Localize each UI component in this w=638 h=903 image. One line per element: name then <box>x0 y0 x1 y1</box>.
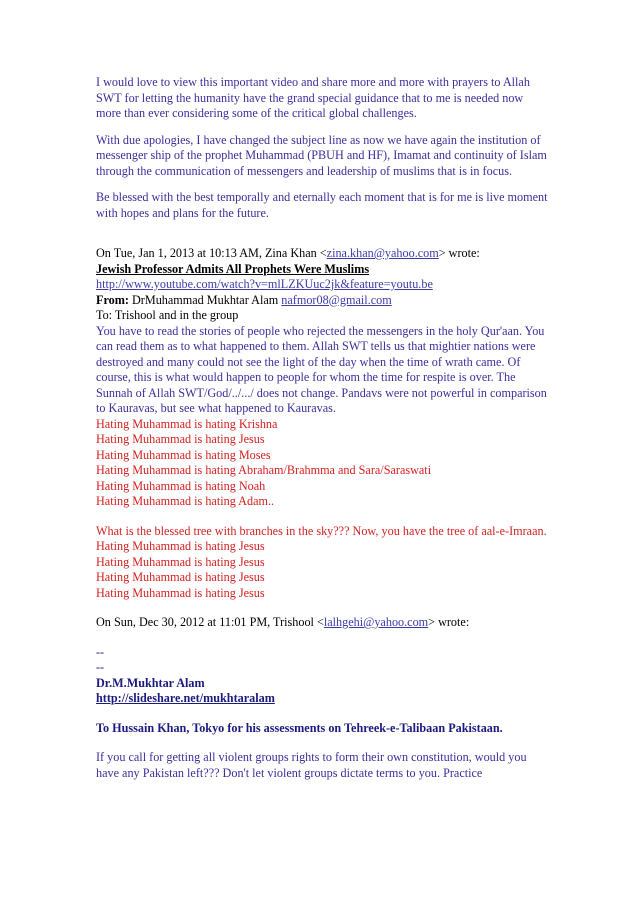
quote-header-prefix: On Sun, Dec 30, 2012 at 11:01 PM, Trishool < <box>96 615 324 629</box>
list-item: Hating Muhammad is hating Krishna <box>96 416 278 431</box>
hating-list-2 <box>96 539 548 601</box>
sender-email-link[interactable]: zina.khan@yahoo.com <box>326 246 439 260</box>
signature-link[interactable]: http://slideshare.net/mukhtaralam <box>96 691 275 705</box>
list-item: Hating Muhammad is hating Jesus <box>96 432 265 446</box>
tree-question: What is the blessed tree with branches in the sky??? Now, you have the tree of aal-e-Imraan. <box>96 523 547 538</box>
intro-paragraph-2: With due apologies, I have changed the subject line as now we have again the institution of messenger ship of the prophet Muhammad (PBUH and HF), Imamat and continuity of Islam through the communication of messengers and leadership of muslims that is in focus. <box>96 132 547 178</box>
signature-name: Dr.M.Mukhtar Alam <box>96 675 205 690</box>
closing-body: If you call for getting all violent groups rights to form their own constitution, would you have any Pakistan left??? Don't let violent groups dictate terms to you. Practice <box>96 750 527 780</box>
intro-paragraph-3: Be blessed with the best temporally and eternally each moment that is for me is live moment with hopes and plans for the future. <box>96 190 548 220</box>
list-item: Hating Muhammad is hating Jesus <box>96 554 265 569</box>
from-line <box>96 293 548 309</box>
list-item: Hating Muhammad is hating Jesus <box>96 539 265 553</box>
quote-header-1 <box>96 246 548 262</box>
list-item: Hating Muhammad is hating Jesus <box>96 585 265 600</box>
intro-paragraph-1: I would love to view this important video and share more and more with prayers to Allah SWT for letting the humanity have the grand special guidance that to me is needed now more than ever considering some of the critical global challenges. <box>96 75 530 120</box>
from-name: DrMuhammad Mukhtar Alam <box>128 292 282 307</box>
trishool-email-link[interactable]: lalhgehi@yahoo.com <box>323 615 429 629</box>
hating-list-1 <box>96 417 548 510</box>
video-link[interactable]: http://www.youtube.com/watch?v=mlLZKUuc2jk&feature=youtu.be <box>96 277 433 291</box>
quoted-body: You have to read the stories of people who rejected the messengers in the holy Qur'aan. You can read them as to what happened to them. Allah SWT tells us that mightier nations were destroyed and many could not see the light of the day when the time of wrath came. Of course, this is what would happen to people for whom the time for respite is over. The Sunnah of Allah SWT/God/../.../ does not change. Pandavs were not powerful in comparison to Kauravas, but see what happened to Kauravas. <box>96 323 547 415</box>
list-item: Hating Muhammad is hating Jesus <box>96 570 265 584</box>
from-label: From: <box>96 292 129 307</box>
closing-heading: To Hussain Khan, Tokyo for his assessments on Tehreek-e-Talibaan Pakistaan. <box>96 720 503 735</box>
from-email-link[interactable]: nafmor08@gmail.com <box>281 292 392 307</box>
list-item: Hating Muhammad is hating Noah <box>96 478 266 493</box>
quote-header-prefix: On Tue, Jan 1, 2013 at 10:13 AM, Zina Khan < <box>96 246 327 260</box>
quote-header-suffix: > wrote: <box>428 615 470 629</box>
signature-separator-1: -- <box>96 644 105 659</box>
quote-header-2 <box>96 615 548 631</box>
signature-separator-2: -- <box>96 660 105 674</box>
list-item: Hating Muhammad is hating Adam.. <box>96 494 275 508</box>
message-subject[interactable]: Jewish Professor Admits All Prophets Were Muslims <box>96 261 370 276</box>
list-item: Hating Muhammad is hating Moses <box>96 447 271 462</box>
to-line: To: Trishool and in the group <box>96 308 239 322</box>
list-item: Hating Muhammad is hating Abraham/Brahmma and Sara/Saraswati <box>96 463 432 477</box>
quote-header-suffix: > wrote: <box>438 246 480 260</box>
